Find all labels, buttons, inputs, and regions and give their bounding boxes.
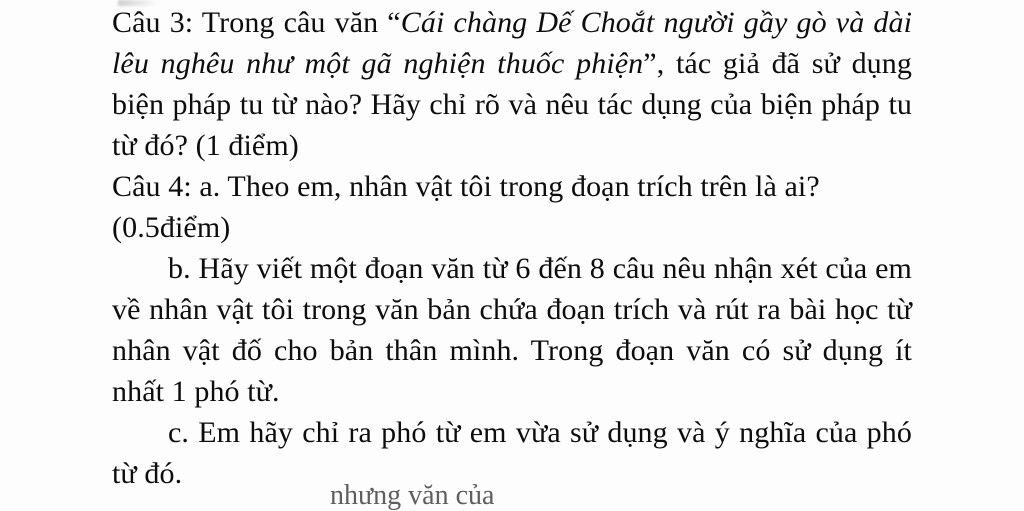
question-4a-paragraph: [112, 166, 912, 248]
cropped-bottom-line-text: nhưng văn của: [330, 480, 495, 511]
question-3-part-2: ”, tác giả đã sử dụng biện pháp tu từ nào? Hãy chỉ rõ và nêu tác dụng của biện pháp tu từ đó? (1 điểm): [112, 47, 912, 162]
question-4b-paragraph: [112, 248, 912, 412]
document-text-column: [112, 2, 912, 494]
question-3-part-1: Câu 3: Trong câu văn “: [112, 6, 401, 39]
question-3-paragraph: [112, 2, 912, 166]
question-3-quote: Cái chàng Dế Choắt người gầy gò và dài lêu nghêu như một gã nghiện thuốc phiện: [112, 6, 913, 80]
question-4c-text: c. Em hãy chỉ ra phó từ em vừa sử dụng và ý nghĩa của phó từ đó.: [112, 416, 912, 490]
question-4b-text: b. Hãy viết một đoạn văn từ 6 đến 8 câu nêu nhận xét của em về nhân vật tôi trong văn bản chứa đoạn trích và rút ra bài học từ nhân vật đố cho bản thân mình. Trong đoạn văn có sử dụng ít nhất 1 phó từ.: [112, 252, 912, 408]
question-4a-text: Câu 4: a. Theo em, nhân vật tôi trong đoạn trích trên là ai? (0.5điểm): [112, 170, 820, 244]
cropped-bottom-line: [330, 480, 690, 511]
